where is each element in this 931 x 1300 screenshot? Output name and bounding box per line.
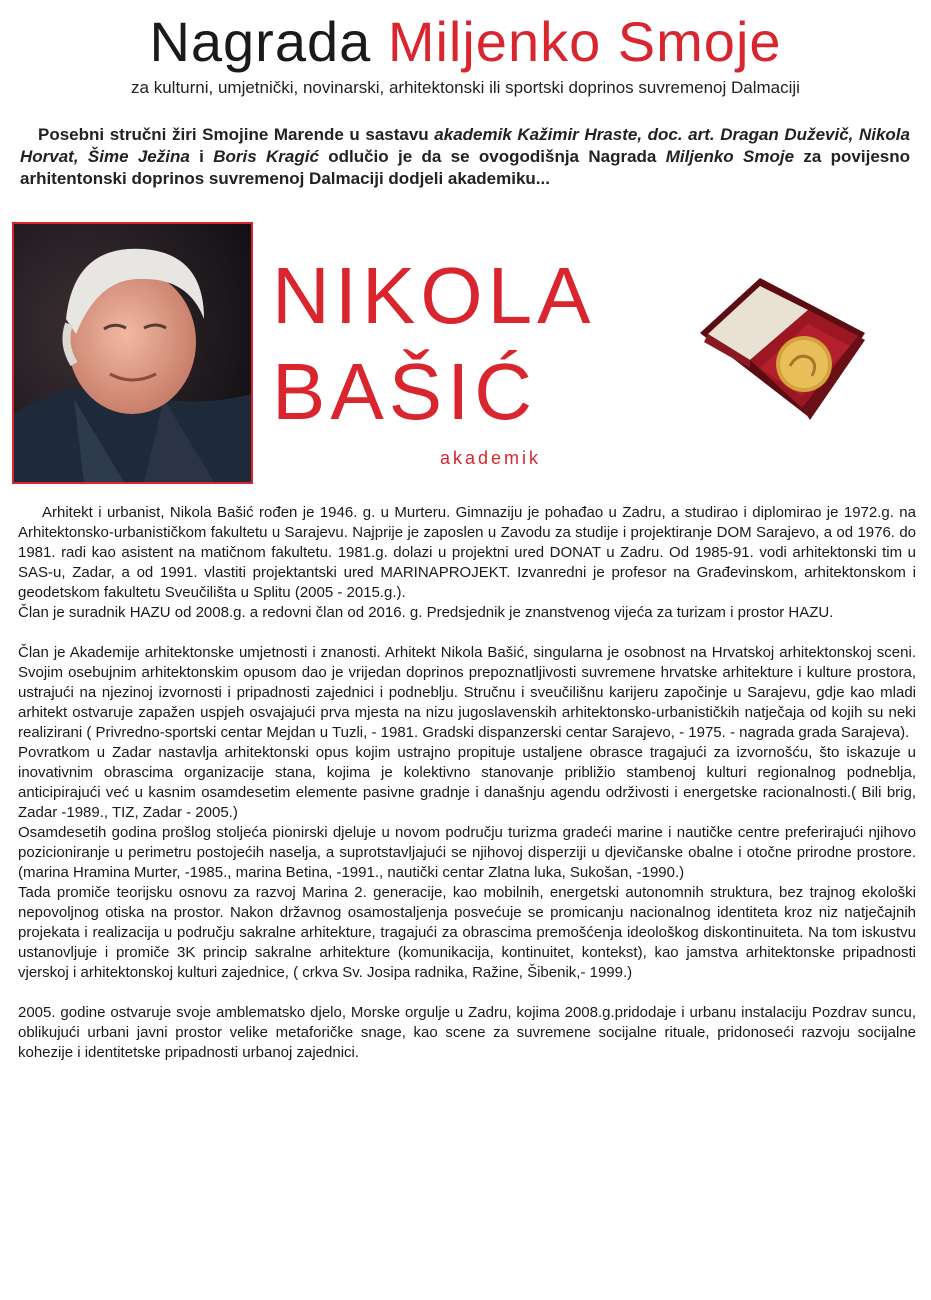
bio-paragraph: Član je suradnik HAZU od 2008.g. a redovni član od 2016. g. Predsjednik je znanstvenog vijeća za turizam i prostor HAZU. xyxy=(18,604,834,621)
bio-paragraph: Član je Akademije arhitektonske umjetnosti i znanosti. Arhitekt Nikola Bašić, singularna je osobnost na Hrvatskoj arhitektonskoj sceni. Svojim osebujnim arhitektonskim opusom dao je vrijedan doprinos prepoznatljivosti suvremene hrvatske arhitekture i kulture prostora, ustrajući na njezinoj izvornosti i pripadnosti zajednici i podneblju. Stručnu i sveučilišnu karijeru započinje u Sarajevu, gdje kao mladi arhitekt ostvaruje zapažen uspjeh osvajajući prva mjesta na nizu jugoslavenskih arhitektonsko-urbanističkih natječaja od kojih su neki realizirani ( Privredno-sportski centar Mejdan u Tuzli, - 1981. Gradski dispanzerski centar Sarajevo, - 1975. - nagrada grada Sarajeva). xyxy=(18,644,916,741)
page-subtitle: za kulturni, umjetnički, novinarski, arhitektonski ili sportski doprinos suvremenoj Dalmaciji xyxy=(131,78,800,97)
bio-paragraph: 2005. godine ostvaruje svoje amblematsko djelo, Morske orgulje u Zadru, kojima 2008.g.pridodaje i urbanu instalaciju Pozdrav suncu, oblikujući urbani javni prostor velike metaforičke snage, kao scene za suvremene socijalne rituale, pridonoseći razvoju socijalne kohezije i identitetske pripadnosti urbanoj zajednici. xyxy=(18,1004,916,1061)
bio-paragraph: Povratkom u Zadar nastavlja arhitektonski opus kojim ustrajno propituje ustaljene obrasce tragajući za izvornošću, što iskazuje u inovativnim obrascima organizacije stana, kojima je kolektivno stanovanje približio stambenoj kulturi regionalnog podneblja, anticipirajući već u kasnim osamdesetim elemente pasivne gradnje i današnju agendu održivosti i energetske racionalnosti.( Bili brig, Zadar -1989., TIZ, Zadar - 2005.) xyxy=(18,744,916,821)
laureate-photo xyxy=(12,222,253,484)
intro-text: za povijesno arhitentonski doprinos suvremenoj Dalmaciji dodjeli akademiku... xyxy=(20,147,910,188)
award-name: Miljenko Smoje xyxy=(665,147,795,166)
intro-text: odlučio je da se ovogodišnja Nagrada xyxy=(318,147,666,166)
medal-case-image xyxy=(690,268,870,448)
title-prefix: Nagrada xyxy=(149,10,372,73)
page-title xyxy=(0,10,931,74)
title-award-name: Miljenko Smoje xyxy=(387,10,782,73)
jury-members: akademik Kažimir Hraste, doc. art. Dragan Duževič, Nikola Horvat, Šime Ježina xyxy=(20,125,910,166)
laureate-name xyxy=(272,248,672,440)
biography xyxy=(18,503,916,1063)
intro-text: i xyxy=(189,147,214,166)
first-name: NIKOLA xyxy=(272,251,596,340)
bio-paragraph: Arhitekt i urbanist, Nikola Bašić rođen je 1946. g. u Murteru. Gimnaziju je pohađao u Zadru, a studirao i diplomirao je 1972.g. na Arhitektonsko-urbanističkom fakultetu u Sarajevu. Najprije je zaposlen u Zavodu za studije i projektiranje DOM Sarajevo, a od 1976. do 1981. radi kao asistent na matičnom fakultetu. 1981.g. dolazi u projektni ured DONAT u Zadru. Od 1985-91. vodi arhitektonski tim u SAS-u, Zadar, a od 1991. vlastiti projektantski ured MARINAPROJEKT. Izvanredni je profesor na Građevinskom, arhitektonskom i geodetskom fakultetu Sveučilišta u Splitu (2005 - 2015.g.). xyxy=(18,504,916,601)
bio-paragraph: Tada promiče teorijsku osnovu za razvoj Marina 2. generacije, kao mobilnih, energetski autonomnih struktura, bez trajnog ekološki nepovoljnog otiska na prostor. Nakon državnog osamostaljenja posvećuje se promicanju nacionalnog identiteta kroz niz natječajnih projekata i realizacija u području sakralne arhitekture, tragajući za obrascima premošćenja ideološkog diskontinuiteta. Na tom iskustvu ustanovljuje i promiče 3K princip sakralne arhitekture (komunikacija, kontinuitet, kontekst), kao jamstva arhitektonske pripadnosti vjerskoj i arhitektonskoj kulturi zajednice, ( crkva Sv. Josipa radnika, Ražine, Šibenik,- 1999.) xyxy=(18,884,916,981)
jury-member-last: Boris Kragić xyxy=(213,147,319,166)
last-name: BAŠIĆ xyxy=(272,347,538,436)
bio-paragraph: Osamdesetih godina prošlog stoljeća pionirski djeluje u novom području turizma gradeći marine i nautičke centre preferirajući njihovo pozicioniranje u perimetru postojećih naselja, a suprotstavljajući se njihovoj disperziji u djevičanske obalne i otočne prirodne prostore. (marina Hramina Murter, -1985., marina Betina, -1991., nautički centar Zlatna luka, Sukošan, -1990.) xyxy=(18,824,916,881)
laureate-rank: akademik xyxy=(440,448,542,468)
intro-text: Posebni stručni žiri Smojine Marende u sastavu xyxy=(38,125,435,144)
intro-paragraph xyxy=(20,124,910,190)
